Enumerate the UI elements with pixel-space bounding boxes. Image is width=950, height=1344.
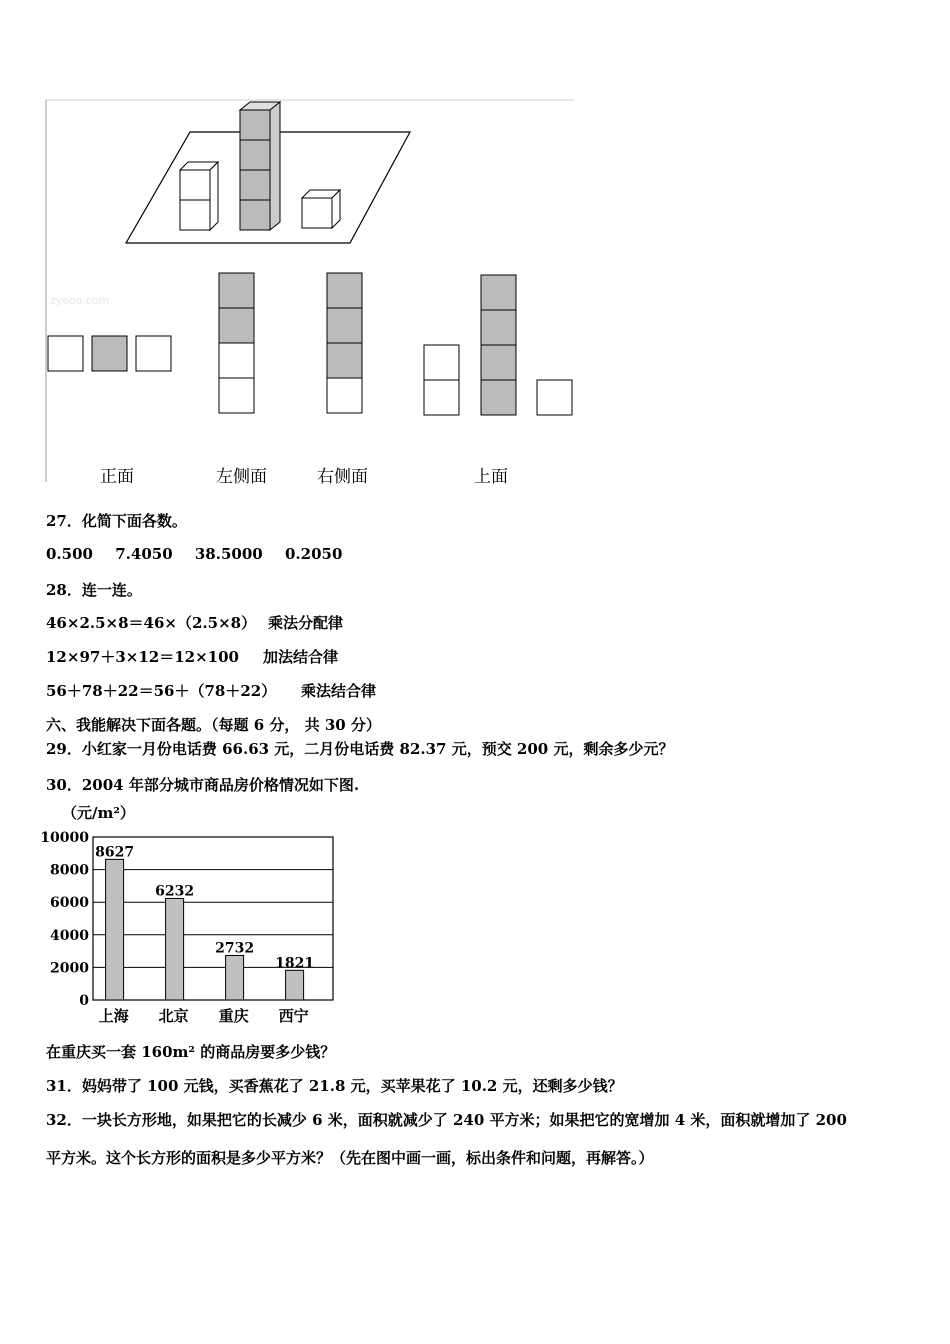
q29-text: 29．小红家一月份电话费 66.63 元，二月份电话费 82.37 元，预交 200 元，剩余多少元？ bbox=[46, 740, 674, 758]
bar bbox=[166, 898, 184, 1000]
bar-value-label: 8627 bbox=[95, 844, 135, 861]
q28-expr: 12×97＋3×12＝12×100 bbox=[46, 648, 239, 666]
q28-title: 28．连一连。 bbox=[46, 581, 142, 599]
y-tick-label: 0 bbox=[79, 993, 89, 1009]
bar-value-label: 1821 bbox=[275, 955, 315, 972]
middle-stack bbox=[240, 102, 280, 230]
y-tick-label: 2000 bbox=[50, 960, 89, 977]
y-axis-label: （元/m²） bbox=[62, 804, 135, 822]
bar-value-label: 2732 bbox=[215, 940, 255, 957]
price-bar-chart bbox=[40, 800, 350, 1030]
q27-number: 38.5000 bbox=[194, 545, 263, 563]
q32-line1: 32．一块长方形地，如果把它的长减少 6 米，面积就减少了 240 平方米；如果把它的宽增加 4 米，面积就增加了 200 bbox=[46, 1111, 847, 1129]
q27-number: 7.4050 bbox=[115, 545, 173, 563]
y-tick-label: 4000 bbox=[50, 927, 89, 944]
label-top: 上面 bbox=[474, 467, 508, 487]
q27-numbers bbox=[46, 545, 342, 563]
bar bbox=[226, 955, 244, 1000]
section6-heading: 六、我能解决下面各题。（每题 6 分， 共 30 分） bbox=[46, 716, 381, 734]
y-tick-label: 8000 bbox=[50, 862, 89, 879]
q28-expr: 56＋78＋22＝56＋（78＋22） bbox=[46, 682, 277, 700]
x-category-label: 北京 bbox=[158, 1007, 189, 1025]
bar bbox=[106, 859, 124, 1000]
q27-title: 27．化简下面各数。 bbox=[46, 512, 187, 530]
watermark: zyeoo.com bbox=[50, 294, 110, 307]
y-tick-label: 10000 bbox=[40, 830, 89, 846]
cube-drawing bbox=[44, 98, 576, 484]
bar bbox=[286, 970, 304, 1000]
bar-value-label: 6232 bbox=[155, 883, 195, 900]
x-category-label: 西宁 bbox=[278, 1007, 309, 1025]
front-view bbox=[48, 336, 171, 371]
q30-question: 在重庆买一套 160m² 的商品房要多少钱？ bbox=[46, 1043, 336, 1061]
cube-views-figure bbox=[44, 98, 576, 487]
q28-expr: 46×2.5×8＝46×（2.5×8） bbox=[46, 614, 257, 632]
label-left-side: 左侧面 bbox=[216, 467, 267, 487]
q28-law: 加法结合律 bbox=[263, 648, 339, 666]
q32-line2: 平方米。这个长方形的面积是多少平方米？（先在图中画一画，标出条件和问题，再解答。） bbox=[46, 1149, 654, 1167]
q31-text: 31．妈妈带了 100 元钱，买香蕉花了 21.8 元，买苹果花了 10.2 元，还剩多少钱？ bbox=[46, 1077, 623, 1095]
q28-row bbox=[46, 680, 377, 701]
x-category-label: 上海 bbox=[98, 1007, 129, 1025]
label-front: 正面 bbox=[100, 467, 134, 487]
q28-row bbox=[46, 646, 339, 667]
y-tick-label: 6000 bbox=[50, 895, 89, 912]
q30-title: 30．2004 年部分城市商品房价格情况如下图. bbox=[46, 776, 360, 794]
right-side-view bbox=[327, 273, 362, 413]
left-side-view bbox=[219, 273, 254, 413]
q28-law: 乘法分配律 bbox=[268, 614, 344, 632]
x-category-label: 重庆 bbox=[218, 1007, 249, 1025]
top-view bbox=[424, 275, 572, 415]
q28-row bbox=[46, 612, 344, 633]
q27-number: 0.2050 bbox=[284, 545, 343, 563]
q28-law: 乘法结合律 bbox=[301, 682, 377, 700]
right-cube bbox=[302, 190, 340, 228]
q27-number: 0.500 bbox=[46, 545, 93, 563]
left-stack bbox=[180, 162, 218, 230]
label-right-side: 右侧面 bbox=[317, 467, 368, 487]
